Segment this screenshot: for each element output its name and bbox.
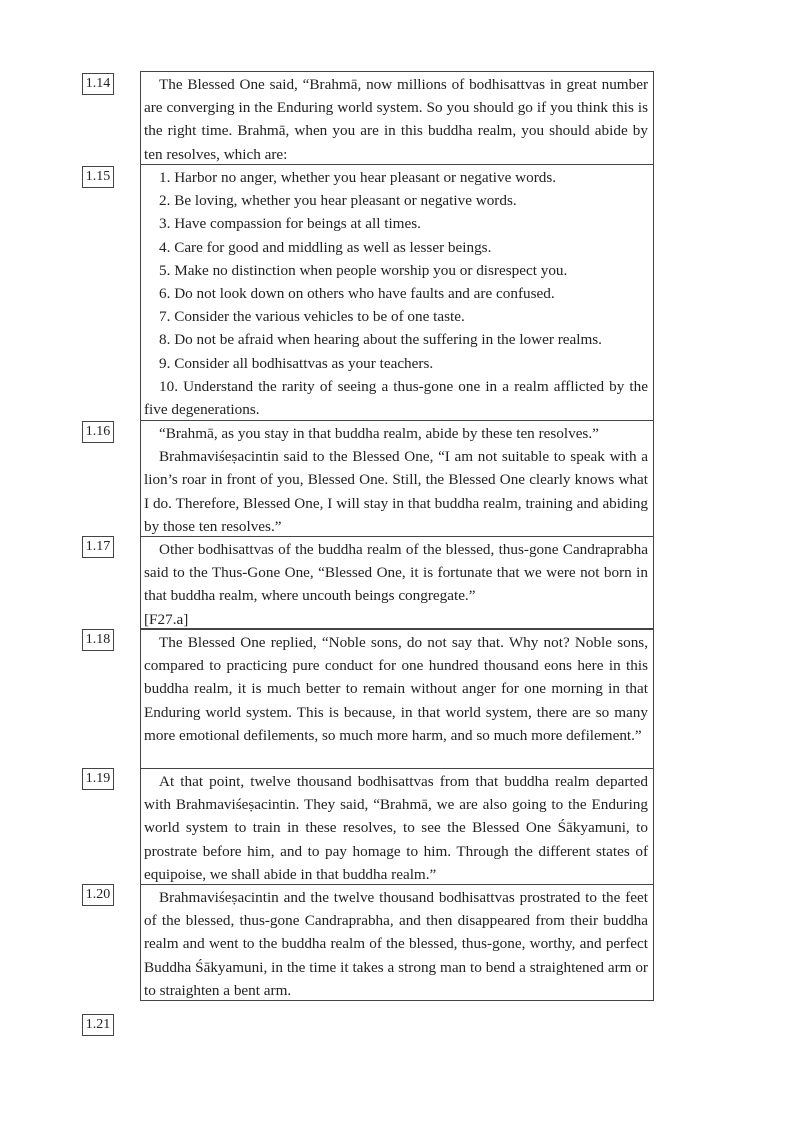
paragraph-text: Brahmaviśeṣacintin and the twelve thousand bodhisattvas prostrated to the feet of the blessed, thus-gone Candraprabha, and then disappeared from their buddha realm and went to the buddha realm of the blessed, thus-gone, worthy, and perfect Buddha Śākyamuni, in the time it takes a strong man to bend a straightened arm or to straighten a bent arm.	[144, 889, 648, 999]
paragraph-text: The Blessed One said, “Brahmā, now millions of bodhisattvas in great number are converging in the Enduring world system. So you should go if you think this is the right time. Brahmā, when you are in this buddha realm, you should abide by ten resolves, which are:	[144, 76, 648, 163]
paragraph-text: Brahmaviśeṣacintin said to the Blessed One, “I am not suitable to speak with a lion’s roar in front of you, Blessed One. Still, the Blessed One clearly knows what I do. Therefore, Blessed One, I will stay in that buddha realm, training and abiding by those ten resolves.”	[144, 448, 648, 535]
paragraph-number: 1.18	[82, 629, 114, 651]
paragraph-block	[140, 629, 654, 769]
paragraph-text: The Blessed One replied, “Noble sons, do not say that. Why not? Noble sons, compared to practicing pure conduct for one hundred thousand eons here in this buddha realm, it is much better to remain without anger for one morning in that Enduring world system. This is because, in that world system, there are so many more emotional defilements, so much more harm, and so much more defilement.”	[144, 634, 648, 744]
list-item: 10. Understand the rarity of seeing a thus-gone one in a realm afflicted by the five degenerations.	[144, 377, 648, 419]
paragraph-number: 1.19	[82, 768, 114, 790]
paragraph-block	[140, 420, 654, 537]
paragraph-number: 1.21	[82, 1014, 114, 1036]
list-item: 9. Consider all bodhisattvas as your teachers.	[159, 354, 434, 372]
paragraph-number: 1.17	[82, 536, 114, 558]
list-item: 6. Do not look down on others who have faults and are confused.	[159, 285, 555, 303]
paragraph-block	[140, 71, 654, 165]
paragraph-block	[140, 768, 654, 885]
paragraph-text: At that point, twelve thousand bodhisattvas from that buddha realm departed with Brahmaviśeṣacintin. They said, “Brahmā, we are also going to the Enduring world system to train in these resolves, to see the Blessed One Śākyamuni, to prostrate before him, and to pay homage to him. Through the different states of equipoise, we shall abide in that buddha realm.”	[144, 773, 648, 883]
paragraph-block	[140, 884, 654, 1001]
paragraph-block	[140, 536, 654, 629]
paragraph-text: “Brahmā, as you stay in that buddha realm, abide by these ten resolves.”	[159, 425, 599, 442]
paragraph-number: 1.16	[82, 421, 114, 443]
list-item: 4. Care for good and middling as well as lesser beings.	[159, 238, 492, 256]
paragraph-number: 1.20	[82, 884, 114, 906]
list-item: 8. Do not be afraid when hearing about the suffering in the lower realms.	[159, 331, 602, 349]
list-item: 1. Harbor no anger, whether you hear pleasant or negative words.	[159, 169, 557, 186]
list-item: 2. Be loving, whether you hear pleasant or negative words.	[159, 192, 517, 210]
folio-marker: [F27.a]	[144, 610, 189, 628]
paragraph-number: 1.14	[82, 73, 114, 95]
paragraph-text: Other bodhisattvas of the buddha realm of the blessed, thus-gone Candraprabha said to the Thus-Gone One, “Blessed One, it is fortunate that we were not born in that buddha realm, where uncouth beings congregate.”	[144, 541, 648, 605]
resolves-list	[140, 164, 654, 421]
paragraph-number: 1.15	[82, 166, 114, 188]
list-item: 3. Have compassion for beings at all times.	[159, 215, 421, 233]
list-item: 5. Make no distinction when people worship you or disrespect you.	[159, 261, 568, 279]
list-item: 7. Consider the various vehicles to be of one taste.	[159, 308, 465, 326]
